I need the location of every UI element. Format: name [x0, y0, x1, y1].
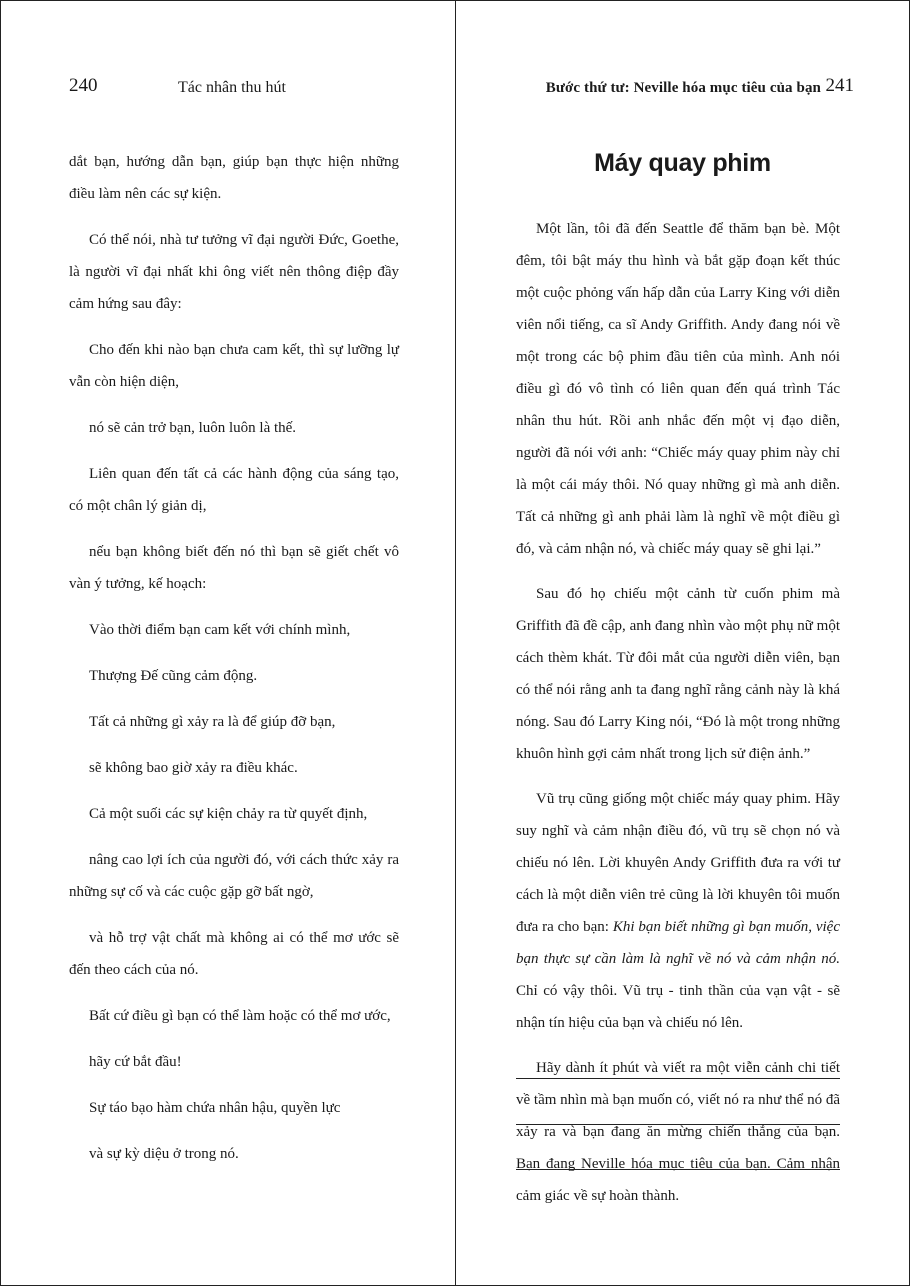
writing-line — [516, 1169, 840, 1170]
poem-line: nó sẽ cản trở bạn, luôn luôn là thế. — [89, 420, 297, 436]
poem-line: Liên quan đến tất cả các hành động của sáng tạo, có một chân lý giản dị, — [69, 466, 399, 514]
paragraph: Sau đó họ chiếu một cảnh từ cuốn phim mà Griffith đã đề cập, anh đang nhìn vào một phụ nữ một cách thèm khát. Từ đôi mắt của người diễn viên, bạn có thể nói rằng anh ta đang nghĩ rằng cảnh này là khá nóng. Sau đó Larry King nói, “Đó là một trong những khuôn hình gợi cảm nhất trong lịch sử điện ảnh.” — [516, 586, 840, 762]
right-text-column — [516, 213, 840, 1225]
poem-line: Cả một suối các sự kiện chảy ra từ quyết định, — [89, 806, 368, 822]
poem-line: nếu bạn không biết đến nó thì bạn sẽ giết chết vô vàn ý tưởng, kế hoạch: — [69, 544, 399, 592]
left-page — [1, 1, 455, 1285]
paragraph — [516, 783, 840, 1039]
poem-line: và hỗ trợ vật chất mà không ai có thể mơ ước sẽ đến theo cách của nó. — [69, 930, 399, 978]
poem-line: Cho đến khi nào bạn chưa cam kết, thì sự lưỡng lự vẫn còn hiện diện, — [69, 342, 399, 390]
poem-line: Thượng Đế cũng cảm động. — [89, 668, 258, 684]
poem-line: Bất cứ điều gì bạn có thể làm hoặc có thể mơ ước, — [89, 1008, 391, 1024]
poem-line: nâng cao lợi ích của người đó, với cách thức xảy ra những sự cố và các cuộc gặp gỡ bất ngờ, — [69, 852, 399, 900]
paragraph-text: Vũ trụ cũng giống một chiếc máy quay phim. Hãy suy nghĩ và cảm nhận điều đó, vũ trụ sẽ chọn nó và chiếu nó lên. Lời khuyên Andy Griffith đưa ra với tư cách là một diễn viên trẻ cũng là lời khuyên tôi muốn đưa ra cho bạn: — [516, 791, 840, 935]
left-running-title: Tác nhân thu hút — [178, 79, 286, 96]
poem-line: và sự kỳ diệu ở trong nó. — [89, 1146, 239, 1162]
paragraph: Hãy dành ít phút và viết ra một viễn cảnh chi tiết về tầm nhìn mà bạn muốn có, viết nó ra như thể nó đã xảy ra và bạn đang ăn mừng chiến thắng của bạn. Bạn đang Neville hóa mục tiêu của bạn. Cảm nhận cảm giác về sự hoàn thành. — [516, 1060, 840, 1204]
paragraph-text: Chỉ có vậy thôi. Vũ trụ - tinh thần của vạn vật - sẽ nhận tín hiệu của bạn và chiếu nó lên. — [516, 983, 840, 1031]
poem-line: Tất cả những gì xảy ra là để giúp đỡ bạn, — [89, 714, 336, 730]
writing-line — [516, 1124, 840, 1125]
paragraph: Một lần, tôi đã đến Seattle để thăm bạn bè. Một đêm, tôi bật máy thu hình và bắt gặp đoạn kết thúc một cuộc phỏng vấn hấp dẫn của Larry King với diễn viên nổi tiếng, ca sĩ Andy Griffith. Andy đang nói về một trong các bộ phim đầu tiên của mình. Anh nói điều gì đó vô tình có liên quan đến quá trình Tác nhân thu hút. Rồi anh nhắc đến một vị đạo diễn, người đã nói với anh: “Chiếc máy quay phim này chỉ là một cái máy thôi. Nó quay những gì mà anh diễn. Tất cả những gì anh phải làm là nghĩ về một điều gì đó, và cảm nhận nó, và chiếc máy quay sẽ ghi lại.” — [516, 221, 840, 557]
italic-advice: Khi bạn biết những gì bạn muốn, việc bạn thực sự cần làm là nghĩ về nó và cảm nhận nó. — [516, 919, 840, 967]
poem-line: Sự táo bạo hàm chứa nhân hậu, quyền lực — [89, 1100, 341, 1116]
poem-line: hãy cứ bắt đầu! — [89, 1054, 182, 1070]
poem-line: sẽ không bao giờ xảy ra điều khác. — [89, 760, 298, 776]
left-page-number: 240 — [69, 75, 98, 96]
right-running-title: Bước thứ tư: Neville hóa mục tiêu của bạn — [545, 80, 821, 96]
paragraph: dắt bạn, hướng dẫn bạn, giúp bạn thực hiện những điều làm nên các sự kiện. — [69, 154, 399, 202]
poem-line: Vào thời điểm bạn cam kết với chính mình, — [89, 622, 351, 638]
left-text-column — [69, 146, 399, 1184]
paragraph: Có thể nói, nhà tư tưởng vĩ đại người Đức, Goethe, là người vĩ đại nhất khi ông viết nên thông điệp đầy cảm hứng sau đây: — [69, 232, 399, 312]
right-page-number: 241 — [825, 75, 854, 96]
right-page — [456, 1, 909, 1285]
writing-line — [516, 1078, 840, 1079]
section-title: Máy quay phim — [594, 149, 771, 177]
